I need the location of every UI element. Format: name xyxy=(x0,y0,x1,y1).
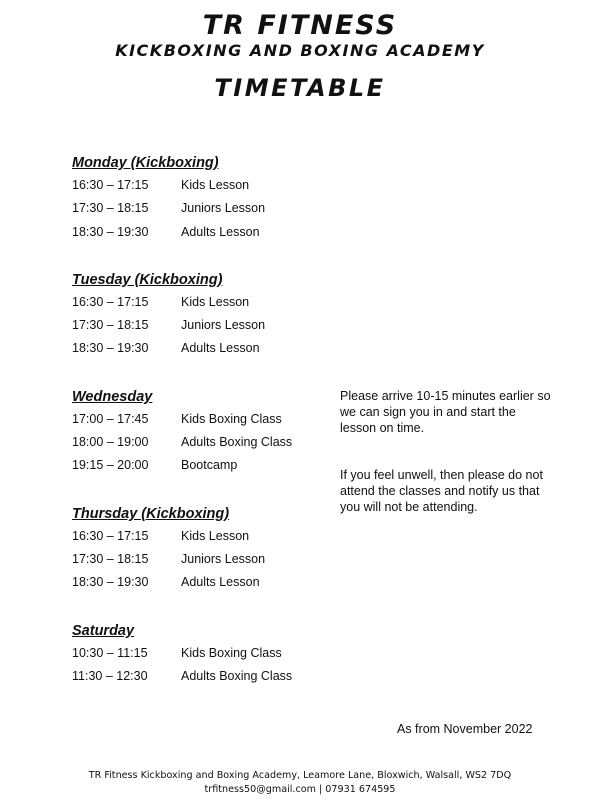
session-row xyxy=(72,454,332,477)
session-class: Juniors Lesson xyxy=(181,551,266,566)
session-class: Juniors Lesson xyxy=(181,318,266,333)
session-row xyxy=(72,197,332,220)
arrival-note: Please arrive 10-15 minutes earlier so we can sign you in and start the lesson on time. xyxy=(340,389,551,435)
illness-note: If you feel unwell, then please do not attend the classes and notify us that you will not be attending. xyxy=(340,468,543,514)
day-title: Monday (Kickboxing) xyxy=(72,155,219,171)
footer-contact: trfitness50@gmail.com | 07931 674595 xyxy=(204,784,396,795)
session-row xyxy=(72,642,332,665)
session-time: 19:15 – 20:00 xyxy=(72,458,149,473)
session-row xyxy=(72,431,332,454)
session-row xyxy=(72,291,332,314)
session-class: Adults Boxing Class xyxy=(181,668,293,683)
session-row xyxy=(72,408,332,431)
session-row xyxy=(72,665,332,688)
session-time: 16:30 – 17:15 xyxy=(72,294,149,309)
session-time: 18:30 – 19:30 xyxy=(72,224,149,239)
session-class: Adults Lesson xyxy=(181,224,260,239)
session-row xyxy=(72,571,332,594)
session-time: 16:30 – 17:15 xyxy=(72,178,149,192)
day-monday xyxy=(72,152,332,244)
session-time: 11:30 – 12:30 xyxy=(72,668,148,683)
session-class: Adults Boxing Class xyxy=(181,435,293,450)
session-class: Kids Boxing Class xyxy=(181,411,282,426)
session-row xyxy=(72,525,332,548)
session-row xyxy=(72,174,332,197)
session-class: Bootcamp xyxy=(181,458,238,473)
session-row xyxy=(72,337,332,360)
session-time: 17:00 – 17:45 xyxy=(72,411,149,426)
session-time: 17:30 – 18:15 xyxy=(72,201,149,216)
session-class: Kids Lesson xyxy=(181,178,250,192)
session-time: 16:30 – 17:15 xyxy=(72,528,149,543)
session-time: 10:30 – 11:15 xyxy=(72,645,148,660)
schedule xyxy=(72,152,332,688)
session-class: Kids Boxing Class xyxy=(181,645,282,660)
session-class: Juniors Lesson xyxy=(181,201,266,216)
session-time: 18:30 – 19:30 xyxy=(72,341,149,356)
session-row xyxy=(72,314,332,337)
day-tuesday xyxy=(72,269,332,361)
academy-subtitle: KICKBOXING AND BOXING ACADEMY xyxy=(115,41,485,60)
day-thursday xyxy=(72,503,332,595)
day-wednesday xyxy=(72,386,332,478)
session-row xyxy=(72,221,332,244)
session-time: 18:00 – 19:00 xyxy=(72,435,149,450)
notes xyxy=(340,388,555,546)
session-class: Kids Lesson xyxy=(181,528,250,543)
session-class: Adults Lesson xyxy=(181,575,260,590)
session-row xyxy=(72,548,332,571)
day-title: Thursday (Kickboxing) xyxy=(72,505,230,522)
day-title: Tuesday (Kickboxing) xyxy=(72,271,223,288)
brand-title: TR FITNESS xyxy=(202,10,398,41)
session-time: 17:30 – 18:15 xyxy=(72,551,149,566)
day-title: Saturday xyxy=(72,622,135,639)
session-time: 17:30 – 18:15 xyxy=(72,318,149,333)
page-title: TIMETABLE xyxy=(214,74,386,102)
day-title: Wednesday xyxy=(72,388,153,405)
effective-date: As from November 2022 xyxy=(397,722,533,736)
footer-address: TR Fitness Kickboxing and Boxing Academy, Leamore Lane, Bloxwich, Walsall, WS2 7DQ xyxy=(88,770,512,781)
session-class: Adults Lesson xyxy=(181,341,260,356)
session-time: 18:30 – 19:30 xyxy=(72,575,149,590)
day-saturday xyxy=(72,620,332,689)
session-class: Kids Lesson xyxy=(181,294,250,309)
